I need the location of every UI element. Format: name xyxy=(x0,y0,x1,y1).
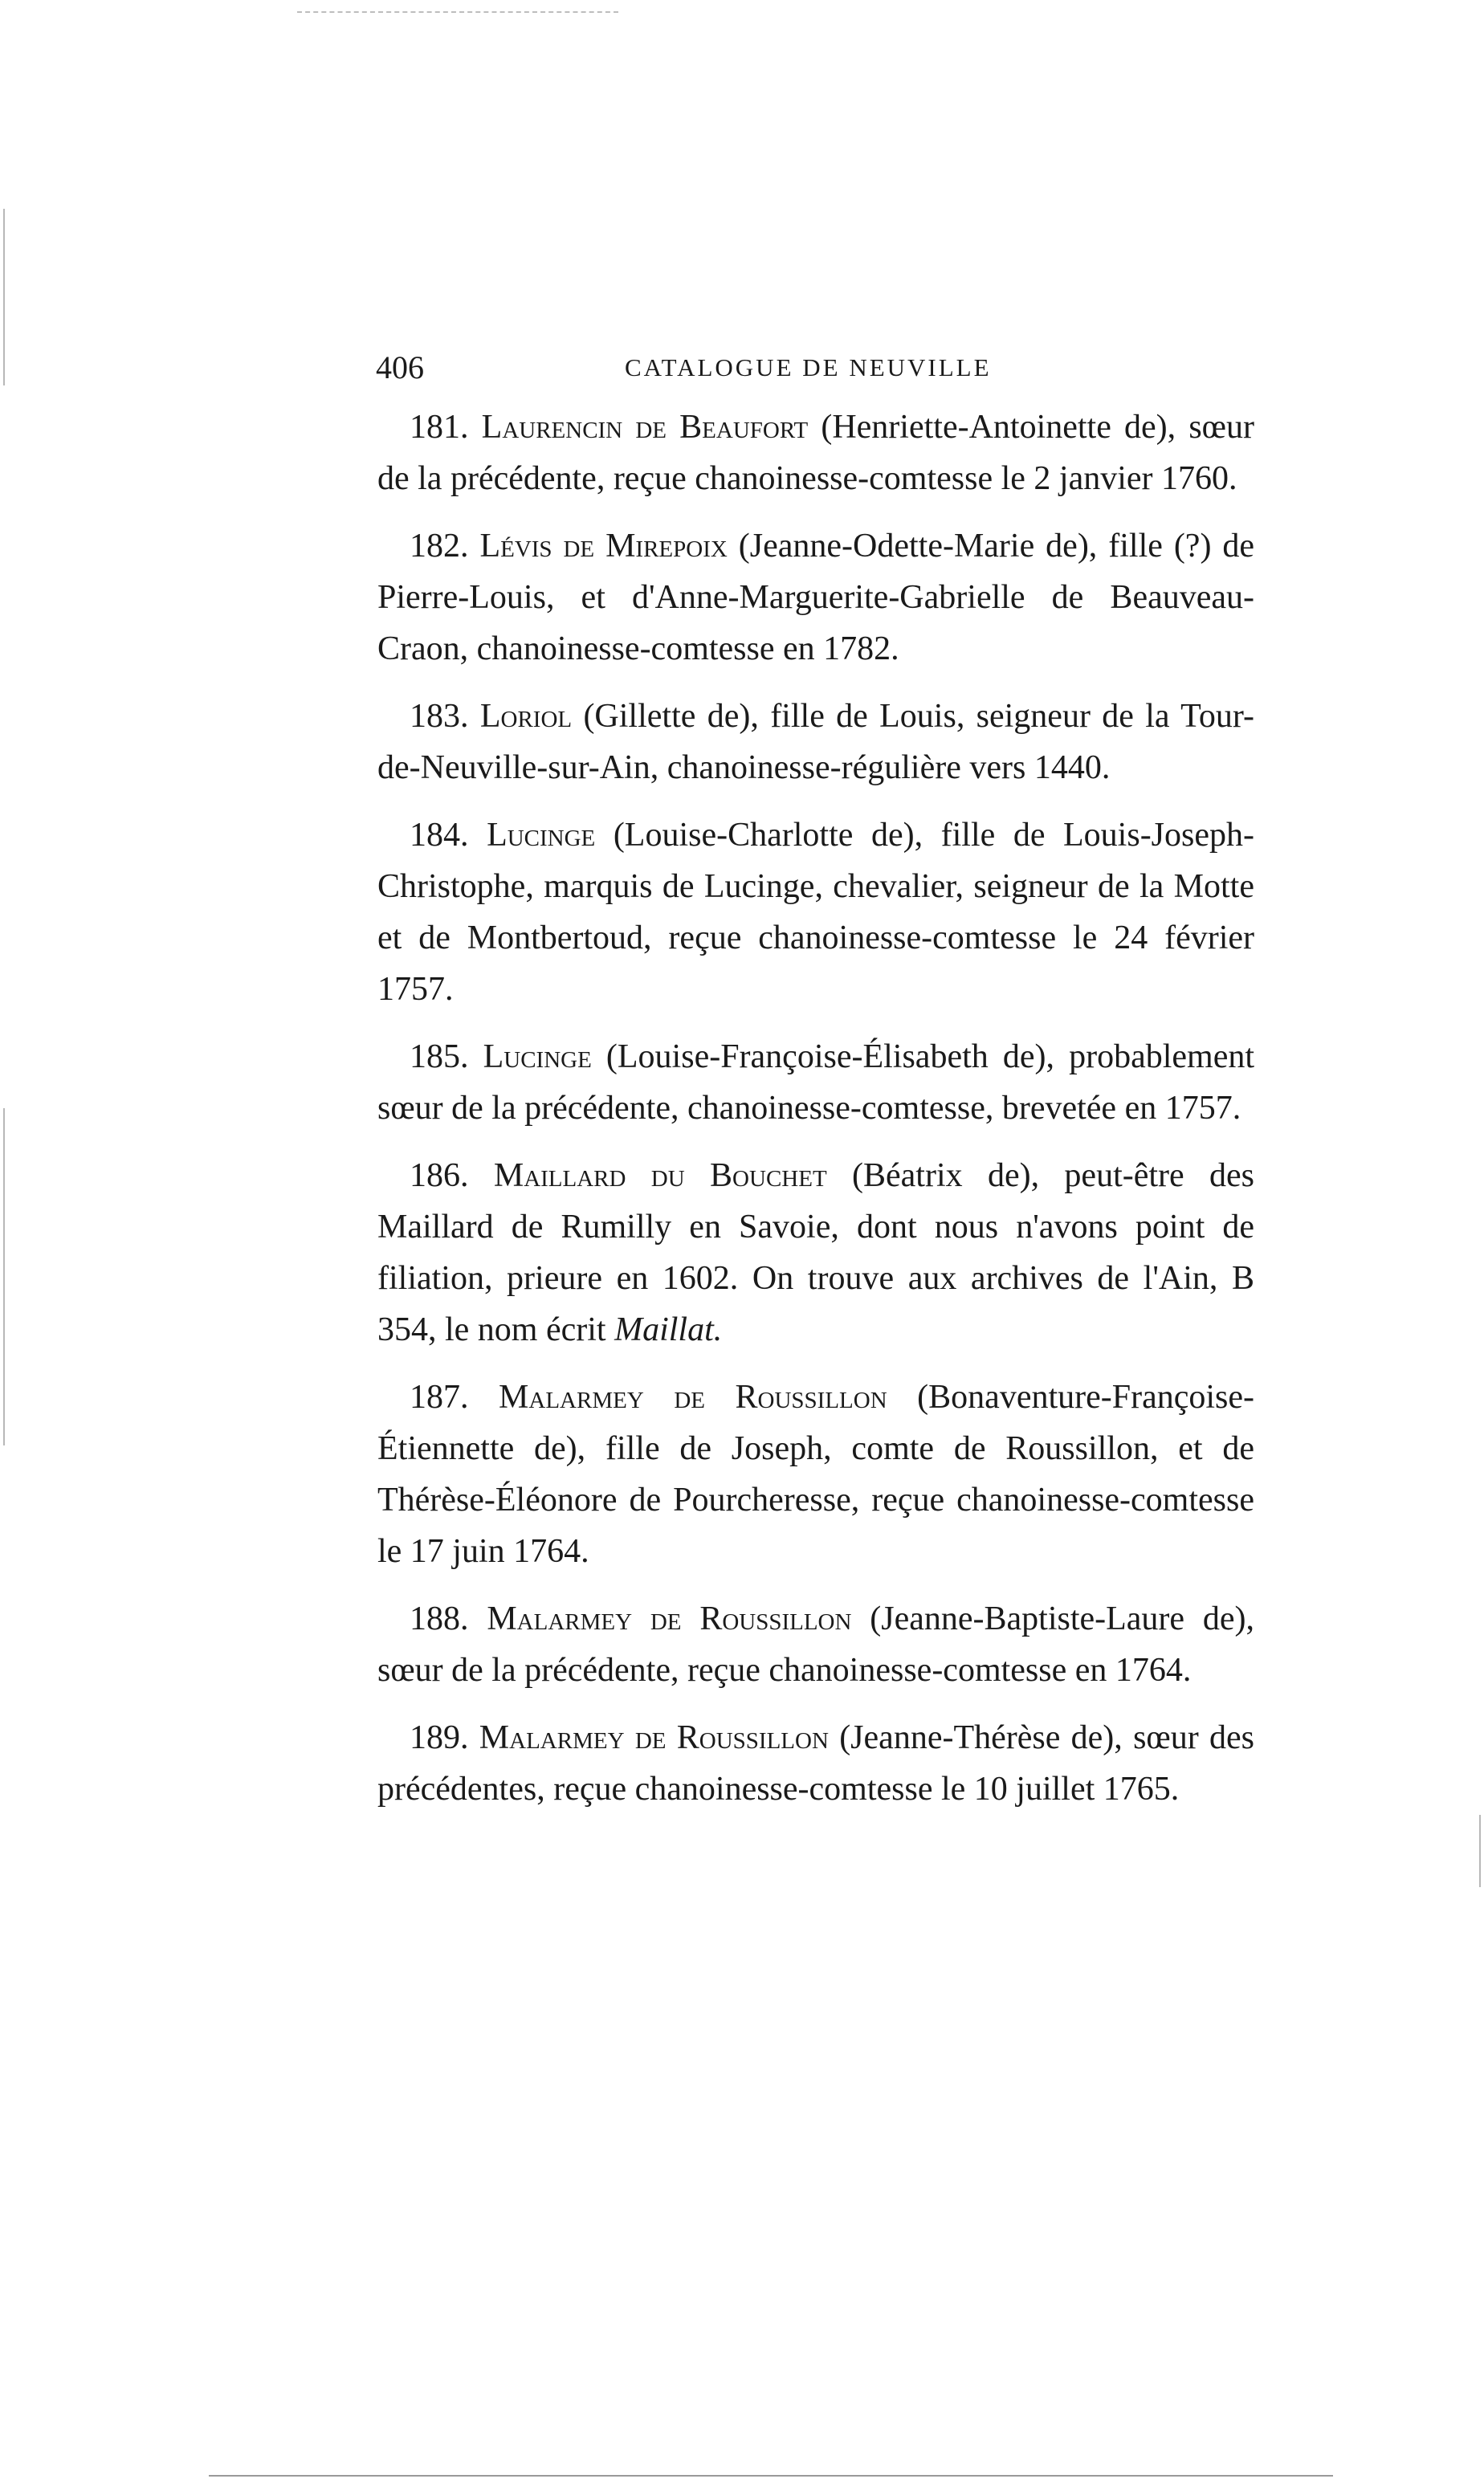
entry-182 xyxy=(377,520,1254,675)
entry-family-name: Malarmey de Roussillon xyxy=(487,1600,852,1637)
entry-family-name: Malarmey de Roussillon xyxy=(479,1719,829,1756)
scan-border-top xyxy=(297,11,618,13)
entry-185 xyxy=(377,1031,1254,1134)
entry-number: 184. xyxy=(410,817,469,854)
entry-186 xyxy=(377,1150,1254,1356)
entry-text: (Jeanne-Odette-Marie de), fille (?) de Pierre-Louis, et d'Anne-Marguerite-Gabrielle de Beauveau-Craon, chanoinesse-comtesse en 1782. xyxy=(377,528,1255,667)
entry-text: (Jeanne-Thérèse de), sœur des précédentes, reçue chanoinesse-comtesse le 10 juillet 1765. xyxy=(377,1719,1255,1808)
entry-italic-name: Maillat. xyxy=(614,1311,723,1348)
running-head: CATALOGUE DE NEUVILLE xyxy=(625,353,992,381)
entry-text: (Jeanne-Baptiste-Laure de), sœur de la précédente, reçue chanoinesse-comtesse en 1764. xyxy=(377,1600,1255,1689)
scan-edge-left xyxy=(3,209,5,385)
entry-number: 183. xyxy=(410,698,469,735)
entry-family-name: Lucinge xyxy=(483,1038,592,1075)
entry-number: 189. xyxy=(410,1719,469,1756)
catalogue-entries xyxy=(377,402,1254,1831)
entry-family-name: Lucinge xyxy=(487,817,596,854)
scan-border-bottom xyxy=(209,2475,1333,2477)
entry-text: (Henriette-Antoinette de), sœur de la précédente, reçue chanoinesse-comtesse le 2 janvier 1760. xyxy=(377,409,1254,497)
scan-edge-right xyxy=(1479,1815,1481,1887)
entry-family-name: Lévis de Mirepoix xyxy=(479,528,728,565)
page-number: 406 xyxy=(376,349,424,385)
entry-184 xyxy=(377,809,1254,1015)
entry-family-name: Loriol xyxy=(479,698,573,735)
entry-text: (Louise-Charlotte de), fille de Louis-Joseph-Christophe, marquis de Lucinge, chevalier, seigneur de la Motte et de Montbertoud, reçue chanoinesse-comtesse le 24 février 1757. xyxy=(377,817,1255,1008)
entry-family-name: Laurencin de Beaufort xyxy=(481,409,809,446)
entry-text: (Louise-Françoise-Élisabeth de), probablement sœur de la précédente, chanoinesse-comtesse, brevetée en 1757. xyxy=(377,1038,1255,1127)
entry-number: 188. xyxy=(410,1600,469,1637)
entry-181 xyxy=(377,402,1254,504)
scan-edge-left-lower xyxy=(3,1108,5,1445)
entry-number: 187. xyxy=(410,1379,469,1416)
entry-family-name: Malarmey de Roussillon xyxy=(499,1379,887,1416)
entry-187 xyxy=(377,1372,1254,1577)
entry-183 xyxy=(377,691,1254,793)
entry-text: (Bonaventure-Françoise-Étiennette de), fille de Joseph, comte de Roussillon, et de Thérèse-Éléonore de Pourcheresse, reçue chanoinesse-comtesse le 17 juin 1764. xyxy=(377,1379,1255,1570)
entry-number: 181. xyxy=(410,409,469,446)
entry-number: 186. xyxy=(410,1157,469,1194)
entry-text: (Gillette de), fille de Louis, seigneur de la Tour-de-Neuville-sur-Ain, chanoinesse-régulière vers 1440. xyxy=(377,698,1254,786)
entry-family-name: Maillard du Bouchet xyxy=(493,1157,827,1194)
entry-text: (Béatrix de), peut-être des Maillard de Rumilly en Savoie, dont nous n'avons point de filiation, prieure en 1602. On trouve aux archives de l'Ain, B 354, le nom écrit xyxy=(377,1157,1254,1348)
entry-number: 182. xyxy=(410,528,469,565)
entry-189 xyxy=(377,1712,1254,1815)
entry-188 xyxy=(377,1593,1254,1696)
page-header xyxy=(376,344,1256,392)
entry-number: 185. xyxy=(410,1038,469,1075)
